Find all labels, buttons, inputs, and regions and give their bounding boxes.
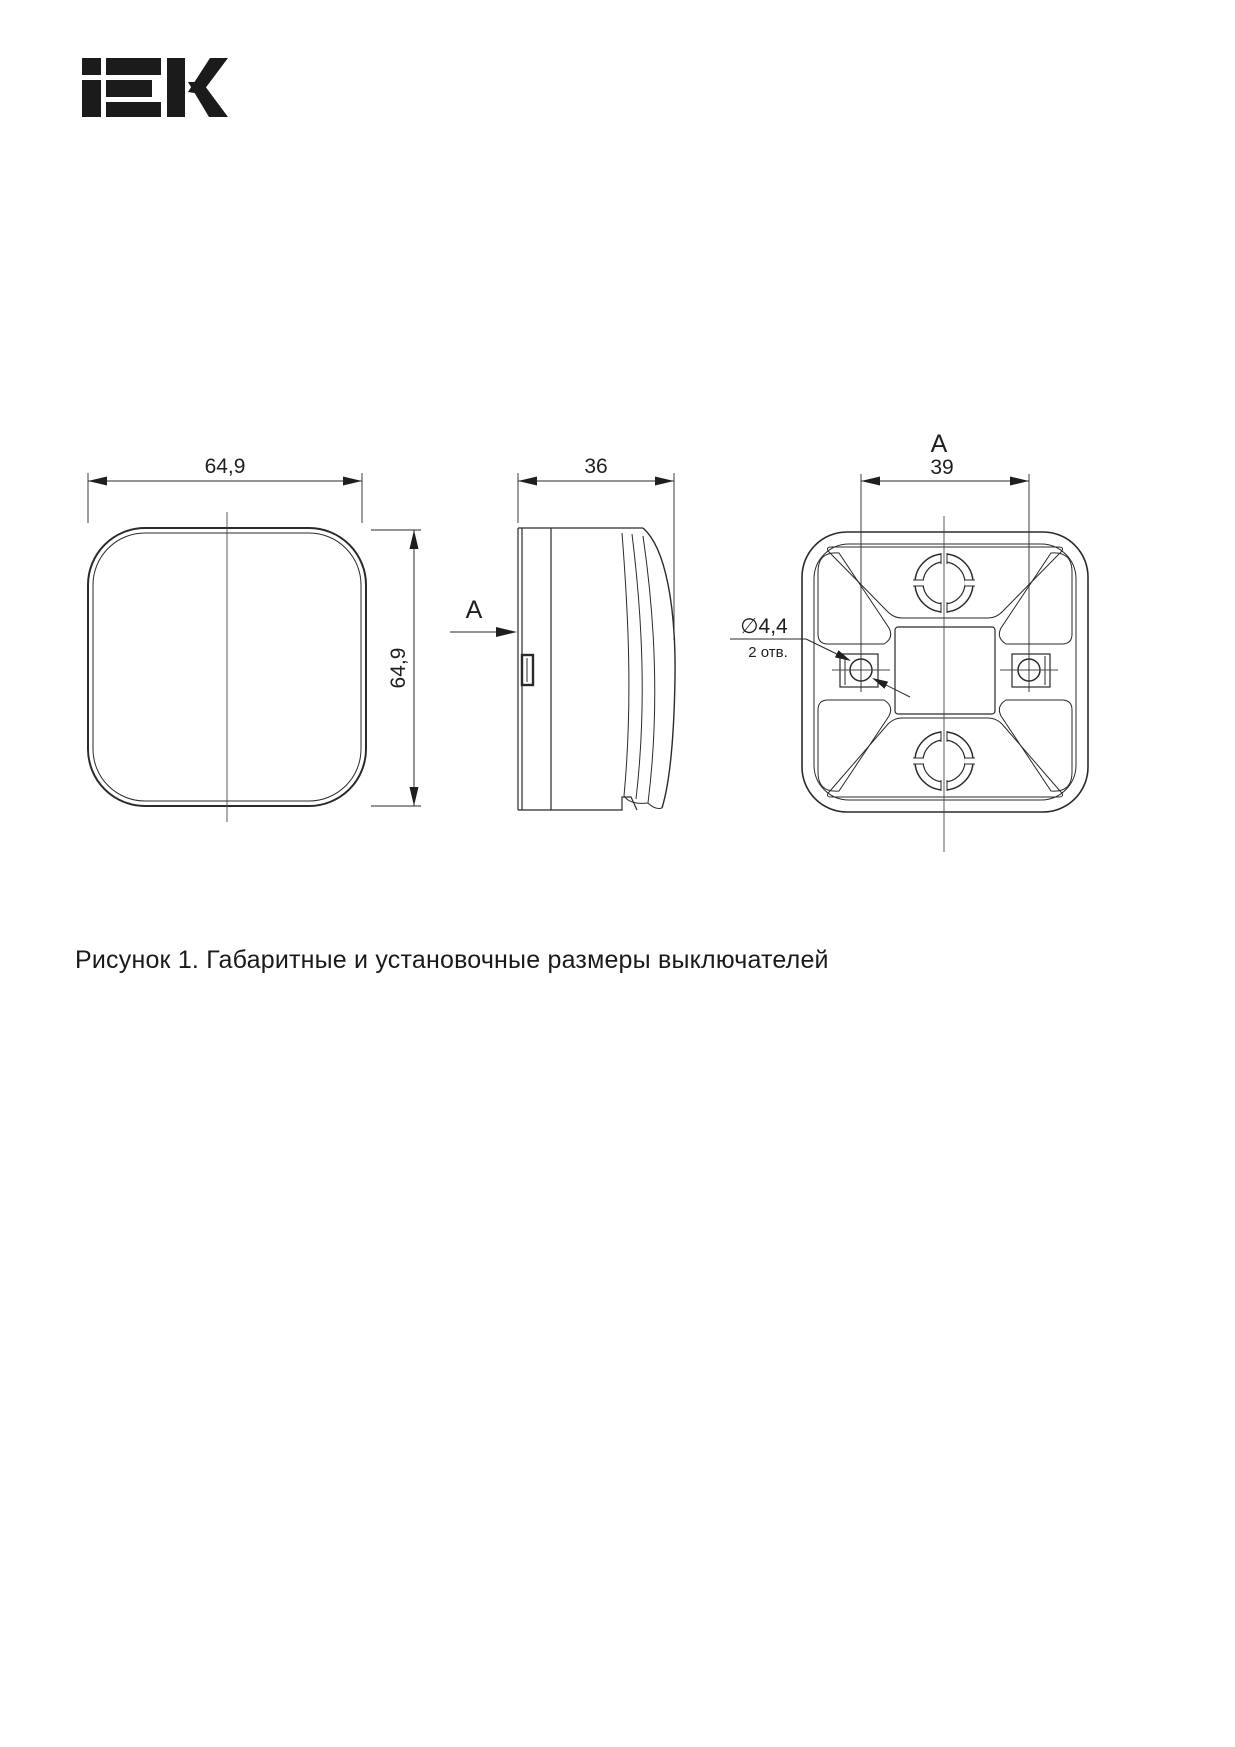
logo-k-bar (167, 58, 185, 117)
arrowhead-left (88, 477, 107, 486)
arrowhead-right (496, 627, 517, 637)
rear-pocket-se (999, 700, 1072, 791)
section-arrow-label: A (465, 596, 483, 624)
hole-diameter-label: ∅4,4 (740, 615, 788, 638)
logo-i-bar (82, 80, 101, 117)
dimension-side-depth (518, 455, 674, 640)
arrowhead-right (343, 477, 362, 486)
rear-view (802, 516, 1088, 852)
dimension-front-height (371, 530, 421, 806)
logo-e-bottom (106, 102, 161, 117)
iek-logo (82, 58, 228, 117)
side-depth-label: 36 (584, 455, 608, 478)
dimension-front-width (88, 455, 362, 523)
rear-pocket-sw (818, 700, 891, 791)
front-width-label: 64,9 (204, 455, 246, 478)
rear-center-opening (895, 627, 995, 714)
figure-caption: Рисунок 1. Габаритные и установочные размеры выключателей (75, 946, 829, 974)
side-view (518, 528, 675, 810)
logo-e-top (106, 58, 161, 75)
arrowhead-left (518, 477, 537, 486)
callout-hole-diameter (730, 615, 910, 697)
arrowhead-right (1010, 477, 1029, 486)
rear-mounting-hole-right (1012, 654, 1050, 687)
front-height-label: 64,9 (387, 647, 410, 689)
rear-section-label: A (930, 430, 948, 458)
front-view (88, 512, 366, 822)
hole-count-label: 2 отв. (748, 644, 788, 661)
rear-pocket-nw (818, 553, 891, 644)
logo-e-mid (106, 80, 152, 97)
rear-pocket-ne (999, 553, 1072, 644)
arrowhead-right (655, 477, 674, 486)
arrowhead-up (410, 530, 419, 549)
rear-spacing-label: 39 (930, 456, 954, 479)
arrowhead-left (861, 477, 880, 486)
logo-i-dot (82, 58, 101, 75)
arrowhead-down (410, 787, 419, 806)
logo-k-lower-leg (188, 82, 228, 117)
section-arrow (450, 596, 517, 637)
